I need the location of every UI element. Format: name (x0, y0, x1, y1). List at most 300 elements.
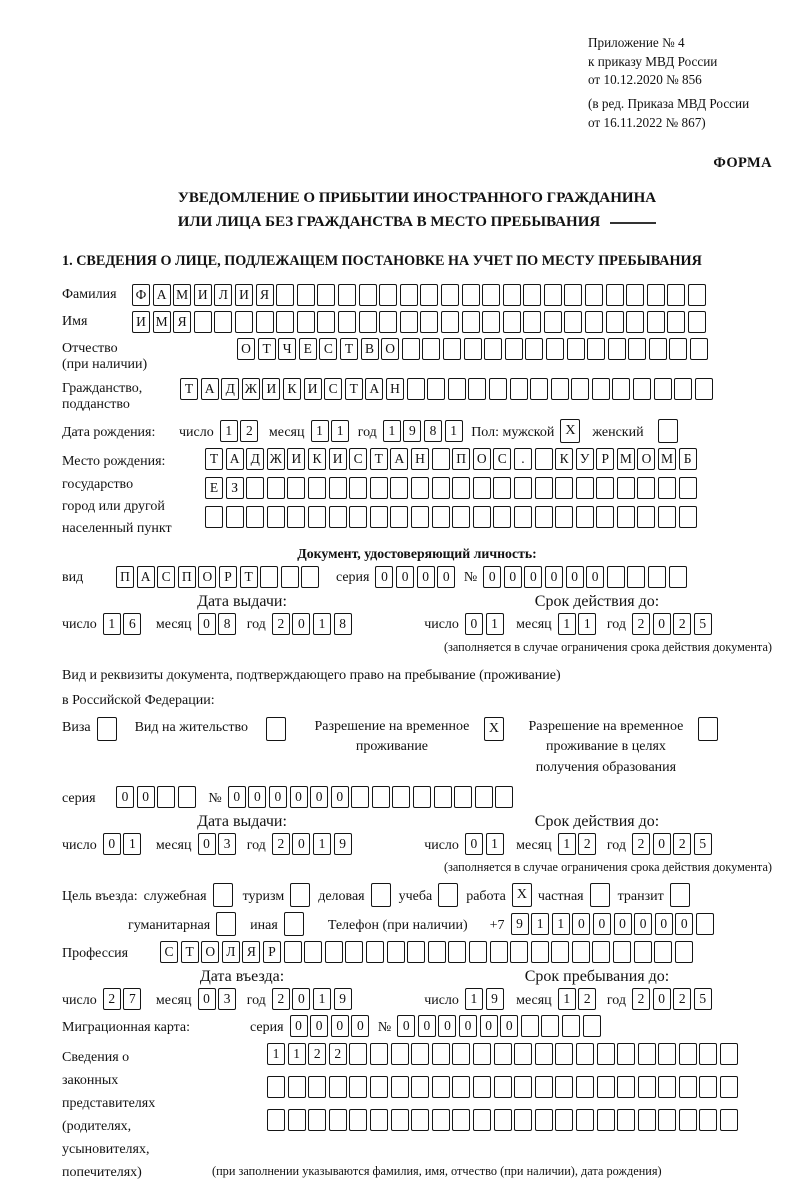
char-box[interactable]: У (576, 448, 594, 470)
char-box[interactable] (523, 311, 541, 333)
char-box[interactable] (473, 1109, 491, 1131)
char-box[interactable] (638, 1109, 656, 1131)
char-box[interactable]: И (194, 284, 212, 306)
char-box[interactable]: И (329, 448, 347, 470)
char-box[interactable] (699, 1076, 717, 1098)
char-box[interactable]: 1 (552, 913, 570, 935)
char-box[interactable] (654, 941, 672, 963)
char-box[interactable] (391, 1076, 409, 1098)
char-box[interactable] (514, 1109, 532, 1131)
char-box[interactable]: О (237, 338, 255, 360)
char-box[interactable]: 2 (272, 833, 290, 855)
char-box[interactable]: О (381, 338, 399, 360)
char-box[interactable] (679, 477, 697, 499)
char-box[interactable] (658, 1076, 676, 1098)
char-box[interactable]: Я (173, 311, 191, 333)
char-box[interactable] (696, 913, 714, 935)
char-box[interactable]: 0 (653, 613, 671, 635)
char-box[interactable] (475, 786, 493, 808)
char-box[interactable]: 0 (397, 1015, 415, 1037)
char-box[interactable]: 2 (329, 1043, 347, 1065)
char-box[interactable]: 1 (558, 613, 576, 635)
char-box[interactable] (626, 311, 644, 333)
char-box[interactable] (638, 1076, 656, 1098)
char-box[interactable]: 1 (578, 613, 596, 635)
char-box[interactable] (535, 1043, 553, 1065)
char-box[interactable]: Б (679, 448, 697, 470)
char-box[interactable]: Т (258, 338, 276, 360)
char-box[interactable] (468, 378, 486, 400)
char-box[interactable] (688, 284, 706, 306)
char-box[interactable] (370, 1043, 388, 1065)
char-box[interactable] (402, 338, 420, 360)
char-box[interactable] (349, 477, 367, 499)
char-box[interactable] (267, 506, 285, 528)
char-box[interactable]: А (365, 378, 383, 400)
char-box[interactable]: 2 (240, 420, 258, 442)
char-box[interactable] (647, 284, 665, 306)
char-box[interactable]: П (178, 566, 196, 588)
char-box[interactable] (411, 1076, 429, 1098)
char-box[interactable]: 0 (483, 566, 501, 588)
char-box[interactable]: 0 (524, 566, 542, 588)
char-box[interactable]: 1 (313, 988, 331, 1010)
char-box[interactable] (494, 1076, 512, 1098)
char-box[interactable]: Я (242, 941, 260, 963)
char-box[interactable] (411, 1109, 429, 1131)
char-box[interactable]: 9 (334, 988, 352, 1010)
char-box[interactable]: П (116, 566, 134, 588)
char-box[interactable]: 8 (424, 420, 442, 442)
char-box[interactable] (535, 477, 553, 499)
char-box[interactable]: 0 (465, 833, 483, 855)
char-box[interactable]: 0 (103, 833, 121, 855)
char-box[interactable]: 3 (218, 833, 236, 855)
char-box[interactable] (503, 284, 521, 306)
char-box[interactable] (390, 477, 408, 499)
char-box[interactable] (391, 1043, 409, 1065)
char-box[interactable] (551, 378, 569, 400)
char-box[interactable] (246, 506, 264, 528)
char-box[interactable]: 2 (632, 988, 650, 1010)
char-box[interactable] (411, 477, 429, 499)
char-box[interactable] (432, 477, 450, 499)
char-box[interactable] (490, 941, 508, 963)
char-box[interactable] (325, 941, 343, 963)
purpose-gumanitarnaya-checkbox[interactable] (216, 912, 236, 936)
char-box[interactable]: 5 (694, 833, 712, 855)
char-box[interactable] (592, 941, 610, 963)
char-box[interactable] (699, 1043, 717, 1065)
char-box[interactable]: 0 (198, 613, 216, 635)
char-box[interactable] (576, 1076, 594, 1098)
rvp-checkbox[interactable]: X (484, 717, 504, 741)
char-box[interactable] (535, 1076, 553, 1098)
char-box[interactable]: Я (256, 284, 274, 306)
char-box[interactable] (587, 338, 605, 360)
char-box[interactable] (679, 506, 697, 528)
char-box[interactable]: С (493, 448, 511, 470)
char-box[interactable]: М (173, 284, 191, 306)
char-box[interactable]: 9 (403, 420, 421, 442)
char-box[interactable] (432, 1043, 450, 1065)
char-box[interactable]: 1 (331, 420, 349, 442)
char-box[interactable] (555, 506, 573, 528)
char-box[interactable] (370, 1076, 388, 1098)
char-box[interactable]: А (390, 448, 408, 470)
char-box[interactable]: 0 (396, 566, 414, 588)
char-box[interactable] (489, 378, 507, 400)
char-box[interactable] (351, 786, 369, 808)
char-box[interactable] (260, 566, 278, 588)
char-box[interactable]: 2 (578, 988, 596, 1010)
char-box[interactable] (597, 1076, 615, 1098)
char-box[interactable]: Ж (242, 378, 260, 400)
char-box[interactable] (452, 1076, 470, 1098)
char-box[interactable] (284, 941, 302, 963)
char-box[interactable] (592, 378, 610, 400)
char-box[interactable]: Р (219, 566, 237, 588)
char-box[interactable]: 2 (632, 833, 650, 855)
char-box[interactable]: А (137, 566, 155, 588)
char-box[interactable] (555, 1043, 573, 1065)
char-box[interactable] (720, 1109, 738, 1131)
char-box[interactable]: Ч (278, 338, 296, 360)
char-box[interactable] (597, 1109, 615, 1131)
char-box[interactable] (464, 338, 482, 360)
char-box[interactable] (256, 311, 274, 333)
char-box[interactable] (287, 477, 305, 499)
char-box[interactable] (432, 1109, 450, 1131)
char-box[interactable] (427, 378, 445, 400)
purpose-ucheba-checkbox[interactable] (438, 883, 458, 907)
char-box[interactable]: Т (180, 378, 198, 400)
char-box[interactable] (669, 566, 687, 588)
char-box[interactable] (469, 941, 487, 963)
char-box[interactable] (407, 941, 425, 963)
char-box[interactable]: 1 (445, 420, 463, 442)
char-box[interactable]: 2 (673, 613, 691, 635)
char-box[interactable] (514, 1043, 532, 1065)
char-box[interactable] (617, 506, 635, 528)
char-box[interactable]: 0 (269, 786, 287, 808)
purpose-tranzit-checkbox[interactable] (670, 883, 690, 907)
char-box[interactable] (551, 941, 569, 963)
char-box[interactable] (628, 338, 646, 360)
char-box[interactable]: О (198, 566, 216, 588)
char-box[interactable]: П (452, 448, 470, 470)
char-box[interactable] (448, 378, 466, 400)
char-box[interactable] (482, 311, 500, 333)
char-box[interactable] (514, 1076, 532, 1098)
char-box[interactable] (576, 506, 594, 528)
char-box[interactable] (226, 506, 244, 528)
char-box[interactable]: 0 (198, 988, 216, 1010)
char-box[interactable]: 0 (310, 1015, 328, 1037)
char-box[interactable] (596, 477, 614, 499)
char-box[interactable] (214, 311, 232, 333)
char-box[interactable]: 2 (673, 988, 691, 1010)
char-box[interactable]: Е (205, 477, 223, 499)
visa-checkbox[interactable] (97, 717, 117, 741)
char-box[interactable] (675, 941, 693, 963)
char-box[interactable] (555, 477, 573, 499)
char-box[interactable] (493, 506, 511, 528)
char-box[interactable] (338, 284, 356, 306)
char-box[interactable]: 7 (123, 988, 141, 1010)
char-box[interactable] (495, 786, 513, 808)
char-box[interactable]: 9 (511, 913, 529, 935)
char-box[interactable]: 0 (480, 1015, 498, 1037)
char-box[interactable] (400, 284, 418, 306)
char-box[interactable] (329, 506, 347, 528)
purpose-chastnaya-checkbox[interactable] (590, 883, 610, 907)
char-box[interactable] (297, 311, 315, 333)
char-box[interactable] (530, 378, 548, 400)
char-box[interactable] (473, 477, 491, 499)
char-box[interactable]: 0 (228, 786, 246, 808)
purpose-delovaya-checkbox[interactable] (371, 883, 391, 907)
char-box[interactable] (366, 941, 384, 963)
char-box[interactable] (370, 477, 388, 499)
char-box[interactable]: 5 (694, 988, 712, 1010)
char-box[interactable] (562, 1015, 580, 1037)
char-box[interactable]: 1 (558, 833, 576, 855)
char-box[interactable]: 0 (459, 1015, 477, 1037)
char-box[interactable] (654, 378, 672, 400)
char-box[interactable] (338, 311, 356, 333)
char-box[interactable] (494, 1109, 512, 1131)
char-box[interactable]: 1 (220, 420, 238, 442)
char-box[interactable]: К (283, 378, 301, 400)
char-box[interactable] (695, 378, 713, 400)
char-box[interactable] (617, 1109, 635, 1131)
char-box[interactable]: К (308, 448, 326, 470)
char-box[interactable]: 1 (311, 420, 329, 442)
char-box[interactable]: 2 (103, 988, 121, 1010)
sex-male-checkbox[interactable]: X (560, 419, 580, 443)
char-box[interactable] (441, 311, 459, 333)
char-box[interactable]: В (361, 338, 379, 360)
char-box[interactable] (576, 1043, 594, 1065)
char-box[interactable]: 0 (290, 1015, 308, 1037)
char-box[interactable] (235, 311, 253, 333)
char-box[interactable] (503, 311, 521, 333)
char-box[interactable]: 0 (675, 913, 693, 935)
char-box[interactable] (329, 477, 347, 499)
char-box[interactable]: 0 (438, 1015, 456, 1037)
char-box[interactable] (627, 566, 645, 588)
char-box[interactable] (420, 284, 438, 306)
char-box[interactable] (720, 1076, 738, 1098)
char-box[interactable] (411, 1043, 429, 1065)
char-box[interactable] (454, 786, 472, 808)
char-box[interactable]: 9 (334, 833, 352, 855)
char-box[interactable]: 0 (586, 566, 604, 588)
char-box[interactable] (276, 284, 294, 306)
char-box[interactable] (688, 311, 706, 333)
char-box[interactable] (308, 1109, 326, 1131)
char-box[interactable]: Т (370, 448, 388, 470)
char-box[interactable]: Н (386, 378, 404, 400)
char-box[interactable] (267, 1109, 285, 1131)
char-box[interactable] (510, 941, 528, 963)
char-box[interactable]: А (201, 378, 219, 400)
char-box[interactable] (638, 1043, 656, 1065)
char-box[interactable] (564, 284, 582, 306)
char-box[interactable] (634, 941, 652, 963)
char-box[interactable]: 0 (116, 786, 134, 808)
char-box[interactable] (473, 1076, 491, 1098)
char-box[interactable] (606, 311, 624, 333)
char-box[interactable] (679, 1043, 697, 1065)
char-box[interactable] (422, 338, 440, 360)
char-box[interactable]: М (617, 448, 635, 470)
char-box[interactable]: 0 (655, 913, 673, 935)
char-box[interactable]: 0 (331, 1015, 349, 1037)
char-box[interactable]: И (132, 311, 150, 333)
char-box[interactable] (288, 1109, 306, 1131)
char-box[interactable] (535, 506, 553, 528)
char-box[interactable] (379, 311, 397, 333)
char-box[interactable] (679, 1109, 697, 1131)
char-box[interactable] (699, 1109, 717, 1131)
char-box[interactable]: Т (345, 378, 363, 400)
char-box[interactable]: 1 (288, 1043, 306, 1065)
char-box[interactable] (647, 311, 665, 333)
char-box[interactable] (267, 477, 285, 499)
char-box[interactable] (443, 338, 461, 360)
char-box[interactable]: 2 (272, 613, 290, 635)
char-box[interactable] (387, 941, 405, 963)
char-box[interactable]: О (201, 941, 219, 963)
char-box[interactable]: 1 (123, 833, 141, 855)
char-box[interactable]: З (226, 477, 244, 499)
char-box[interactable] (301, 566, 319, 588)
char-box[interactable] (555, 1076, 573, 1098)
char-box[interactable] (637, 506, 655, 528)
char-box[interactable]: 0 (137, 786, 155, 808)
char-box[interactable] (567, 338, 585, 360)
vnj-checkbox[interactable] (266, 717, 286, 741)
char-box[interactable]: 0 (292, 613, 310, 635)
char-box[interactable] (372, 786, 390, 808)
char-box[interactable] (493, 477, 511, 499)
char-box[interactable] (407, 378, 425, 400)
char-box[interactable]: 1 (465, 988, 483, 1010)
char-box[interactable]: 0 (198, 833, 216, 855)
char-box[interactable] (349, 1043, 367, 1065)
char-box[interactable] (308, 506, 326, 528)
char-box[interactable] (288, 1076, 306, 1098)
char-box[interactable]: А (153, 284, 171, 306)
char-box[interactable]: О (637, 448, 655, 470)
char-box[interactable]: М (658, 448, 676, 470)
char-box[interactable] (617, 477, 635, 499)
char-box[interactable] (304, 941, 322, 963)
char-box[interactable] (329, 1109, 347, 1131)
char-box[interactable] (544, 311, 562, 333)
char-box[interactable] (617, 1043, 635, 1065)
char-box[interactable]: 1 (313, 613, 331, 635)
char-box[interactable] (514, 477, 532, 499)
char-box[interactable]: 9 (486, 988, 504, 1010)
char-box[interactable]: 0 (566, 566, 584, 588)
purpose-rabota-checkbox[interactable]: X (512, 883, 532, 907)
char-box[interactable] (674, 378, 692, 400)
char-box[interactable] (413, 786, 431, 808)
char-box[interactable]: 0 (331, 786, 349, 808)
char-box[interactable] (441, 284, 459, 306)
char-box[interactable] (432, 448, 450, 470)
char-box[interactable] (679, 1076, 697, 1098)
char-box[interactable]: 0 (653, 833, 671, 855)
char-box[interactable]: 1 (383, 420, 401, 442)
char-box[interactable] (359, 311, 377, 333)
char-box[interactable]: А (226, 448, 244, 470)
char-box[interactable]: 0 (634, 913, 652, 935)
char-box[interactable]: Р (263, 941, 281, 963)
char-box[interactable]: И (262, 378, 280, 400)
char-box[interactable] (597, 1043, 615, 1065)
char-box[interactable]: Е (299, 338, 317, 360)
char-box[interactable]: 0 (545, 566, 563, 588)
char-box[interactable] (669, 338, 687, 360)
char-box[interactable] (308, 1076, 326, 1098)
char-box[interactable]: 0 (248, 786, 266, 808)
char-box[interactable]: С (349, 448, 367, 470)
char-box[interactable]: С (157, 566, 175, 588)
char-box[interactable] (521, 1015, 539, 1037)
char-box[interactable] (596, 506, 614, 528)
char-box[interactable]: 0 (437, 566, 455, 588)
char-box[interactable] (267, 1076, 285, 1098)
char-box[interactable] (287, 506, 305, 528)
char-box[interactable]: 0 (418, 1015, 436, 1037)
char-box[interactable] (482, 284, 500, 306)
char-box[interactable] (349, 506, 367, 528)
char-box[interactable] (494, 1043, 512, 1065)
char-box[interactable]: С (324, 378, 342, 400)
char-box[interactable] (583, 1015, 601, 1037)
char-box[interactable]: 2 (272, 988, 290, 1010)
char-box[interactable] (462, 311, 480, 333)
char-box[interactable]: 3 (218, 988, 236, 1010)
char-box[interactable]: Т (340, 338, 358, 360)
char-box[interactable] (608, 338, 626, 360)
char-box[interactable] (613, 941, 631, 963)
purpose-inaya-checkbox[interactable] (284, 912, 304, 936)
char-box[interactable]: О (473, 448, 491, 470)
char-box[interactable]: С (160, 941, 178, 963)
char-box[interactable] (523, 284, 541, 306)
char-box[interactable] (379, 284, 397, 306)
char-box[interactable] (535, 448, 553, 470)
char-box[interactable] (585, 284, 603, 306)
char-box[interactable] (544, 284, 562, 306)
char-box[interactable] (606, 284, 624, 306)
char-box[interactable] (420, 311, 438, 333)
char-box[interactable] (349, 1076, 367, 1098)
char-box[interactable] (359, 284, 377, 306)
char-box[interactable]: И (304, 378, 322, 400)
char-box[interactable] (317, 311, 335, 333)
char-box[interactable] (658, 506, 676, 528)
char-box[interactable] (576, 1109, 594, 1131)
char-box[interactable] (667, 311, 685, 333)
sex-female-checkbox[interactable] (658, 419, 678, 443)
char-box[interactable] (370, 1109, 388, 1131)
